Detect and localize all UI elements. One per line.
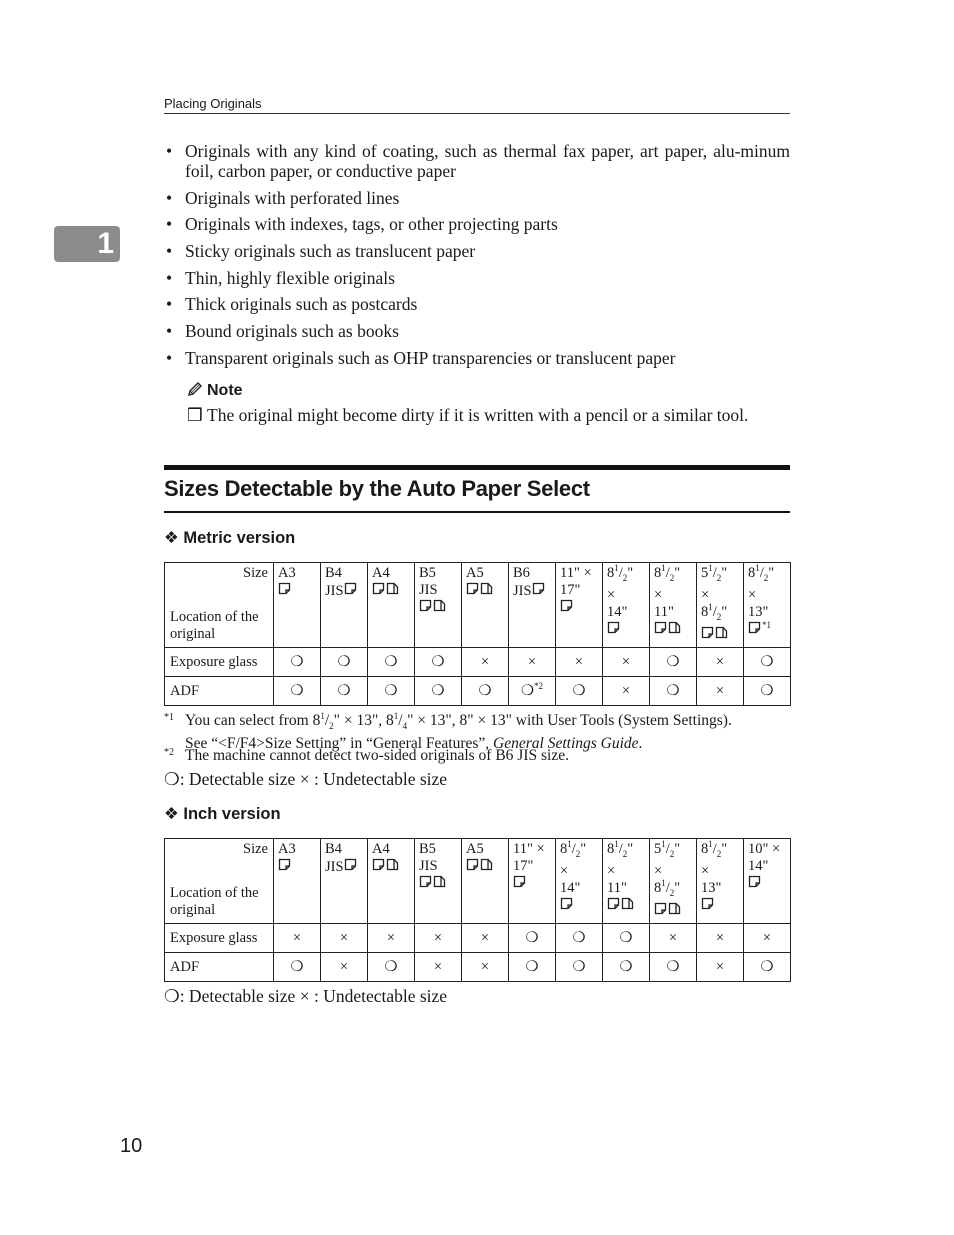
table-cell: ×: [697, 953, 744, 982]
size-column-header: [509, 839, 556, 924]
table-cell: ❍: [650, 953, 697, 982]
table-cell: ×: [368, 924, 415, 953]
landscape-sheet-icon: [386, 858, 399, 876]
size-label-line: A3: [278, 565, 296, 581]
table-cell: ❍: [556, 953, 603, 982]
inch-heading-label: Inch version: [183, 805, 281, 823]
table-header-row: [165, 839, 791, 924]
size-label-line: $8^1/_2$": [607, 563, 634, 583]
landscape-sheet-icon: [621, 897, 634, 915]
table-cell: ❍: [650, 677, 697, 706]
row-label: Exposure glass: [165, 924, 274, 953]
table-row: [165, 953, 791, 982]
footnote-text: You can select from $8^1/_2$" × 13", $8^1/_4$" × 13", 8" × 13" with User Tools (System Settings). See “<F/F4>Size Setting” in “General Features”, General Settings Guide.: [185, 710, 732, 753]
table-cell: ×: [462, 924, 509, 953]
table-cell: ×: [603, 648, 650, 677]
size-label-line: JIS: [325, 858, 363, 876]
size-label-line: ×: [701, 862, 710, 879]
metric-heading-label: Metric version: [183, 529, 296, 547]
table-cell: ❍: [321, 648, 368, 677]
table-cell: ×: [462, 648, 509, 677]
size-label-line: $8^1/_2$": [654, 878, 681, 898]
portrait-sheet-icon: [278, 582, 291, 600]
size-label-line: 14": [560, 879, 581, 896]
table-cell: ❍: [556, 924, 603, 953]
size-column-header: [556, 563, 603, 648]
table-cell: ❍: [556, 677, 603, 706]
list-item: • Thin, highly flexible originals: [164, 268, 790, 288]
size-label-line: B6: [513, 565, 530, 581]
size-label-line: 17": [560, 582, 581, 598]
inch-heading: [164, 804, 281, 824]
size-label-line: ×: [748, 586, 757, 603]
landscape-sheet-icon: [433, 599, 446, 617]
table-cell: ❍: [462, 677, 509, 706]
list-item: • Bound originals such as books: [164, 321, 790, 341]
size-label-line: $8^1/_2$": [560, 839, 587, 859]
size-label-line: $8^1/_2$": [701, 602, 728, 622]
landscape-sheet-icon: [480, 858, 493, 876]
row-label: ADF: [165, 677, 274, 706]
landscape-sheet-icon: [433, 875, 446, 893]
table-cell: ❍: [321, 677, 368, 706]
size-label-line: JIS: [513, 582, 551, 600]
size-column-header: [650, 839, 697, 924]
size-label-line: 11" ×: [513, 841, 545, 857]
size-label-line: B4: [325, 841, 342, 857]
metric-heading: [164, 528, 295, 548]
size-column-header: [462, 563, 509, 648]
orientation-icons: [654, 902, 692, 920]
portrait-sheet-icon: [532, 582, 545, 600]
landscape-sheet-icon: [668, 621, 681, 639]
chapter-tab: 1: [54, 226, 120, 262]
size-column-header: [603, 563, 650, 648]
size-label-line: A4: [372, 565, 390, 581]
size-label-line: $8^1/_2$": [748, 563, 775, 583]
table-cell: ❍: [603, 924, 650, 953]
size-label-line: ×: [654, 862, 663, 879]
orientation-icons: [560, 599, 598, 617]
footnote-mark: *1: [164, 712, 174, 723]
size-label-line: ×: [701, 586, 710, 603]
size-column-header: [415, 839, 462, 924]
orientation-icons: [372, 858, 410, 876]
size-column-header: [321, 839, 368, 924]
orientation-icons: [607, 621, 645, 639]
size-label-line: 10" ×: [748, 841, 781, 857]
size-label-line: A5: [466, 841, 484, 857]
landscape-sheet-icon: [386, 582, 399, 600]
size-label-line: B4: [325, 565, 342, 581]
size-column-header: [697, 563, 744, 648]
footnote-text: The machine cannot detect two-sided originals of B6 JIS size.: [185, 747, 569, 764]
location-label: Location of the original: [170, 609, 259, 642]
table-cell: ❍: [744, 953, 791, 982]
portrait-sheet-icon: [560, 599, 573, 617]
table-cell: ×: [650, 924, 697, 953]
portrait-sheet-icon: [701, 626, 714, 644]
orientation-icons: [466, 858, 504, 876]
footnote-ref: *2: [534, 680, 543, 691]
size-label-line: 11" ×: [560, 565, 592, 581]
size-label-line: $8^1/_2$": [654, 563, 681, 583]
running-head: Placing Originals: [164, 96, 790, 114]
orientation-icons: [701, 626, 739, 644]
list-item: • Originals with any kind of coating, such as thermal fax paper, art paper, alu-minum foil, carbon paper, or conductive paper: [164, 141, 790, 181]
size-label-line: 13": [701, 879, 722, 896]
pencil-icon: [187, 381, 203, 397]
table-cell: ❍: [509, 924, 556, 953]
table-cell: ❍: [274, 648, 321, 677]
table-cell: ❍: [650, 648, 697, 677]
landscape-sheet-icon: [480, 582, 493, 600]
bullet-list: [164, 141, 790, 375]
orientation-icons: [278, 582, 316, 600]
table-cell: ❍: [368, 677, 415, 706]
size-label-line: $8^1/_2$": [701, 839, 728, 859]
footnote-mark: *2: [164, 747, 174, 758]
list-item: • Sticky originals such as translucent paper: [164, 241, 790, 261]
section-rule-top: [164, 465, 790, 470]
table-cell: ❍: [509, 953, 556, 982]
table-cell: ❍: [744, 677, 791, 706]
table-corner-cell: [165, 563, 274, 648]
orientation-icons: [701, 897, 739, 915]
size-label-line: ×: [654, 586, 663, 603]
orientation-icons: [466, 582, 504, 600]
portrait-sheet-icon: [654, 621, 667, 639]
portrait-sheet-icon: [419, 599, 432, 617]
size-column-header: [744, 839, 791, 924]
portrait-sheet-icon: [607, 897, 620, 915]
table-cell: ×: [509, 648, 556, 677]
size-label: Size: [243, 565, 268, 581]
landscape-sheet-icon: [715, 626, 728, 644]
size-label-line: $8^1/_2$": [607, 839, 634, 859]
portrait-sheet-icon: [466, 582, 479, 600]
size-column-header: [368, 563, 415, 648]
list-item: • Originals with indexes, tags, or other projecting parts: [164, 214, 790, 234]
orientation-icons: [278, 858, 316, 876]
list-item: • Originals with perforated lines: [164, 188, 790, 208]
section-rule-bottom: [164, 511, 790, 513]
table-cell: ❍: [415, 677, 462, 706]
list-item: • Transparent originals such as OHP transparencies or translucent paper: [164, 348, 790, 368]
table-cell: ❍: [368, 648, 415, 677]
orientation-icons: [372, 582, 410, 600]
size-label-line: JIS: [419, 582, 438, 598]
orientation-icons: [748, 875, 786, 893]
table-corner-cell: [165, 839, 274, 924]
size-label-line: A3: [278, 841, 296, 857]
portrait-sheet-icon: [419, 875, 432, 893]
table-cell: ×: [415, 924, 462, 953]
portrait-sheet-icon: [748, 621, 761, 639]
size-label-line: 11": [607, 879, 627, 896]
size-column-header: [744, 563, 791, 648]
table-cell: ❍: [415, 648, 462, 677]
inch-size-table: [164, 838, 791, 982]
size-label-line: B5: [419, 565, 436, 581]
size-label-line: 11": [654, 603, 674, 620]
size-label: Size: [243, 841, 268, 857]
size-label-line: 17": [513, 858, 534, 874]
location-label: Location of the original: [170, 885, 259, 918]
portrait-sheet-icon: [513, 875, 526, 893]
size-column-header: [415, 563, 462, 648]
portrait-sheet-icon: [701, 897, 714, 915]
size-label-line: A5: [466, 565, 484, 581]
size-label-line: JIS: [419, 858, 438, 874]
table-header-row: [165, 563, 791, 648]
size-column-header: [368, 839, 415, 924]
table-cell: ❍: [274, 677, 321, 706]
table-cell: ❍$^{*2}$: [509, 677, 556, 706]
table-cell: ×: [321, 924, 368, 953]
inch-legend: ❍: Detectable size × : Undetectable size: [164, 986, 448, 1006]
size-column-header: [509, 563, 556, 648]
size-column-header: [603, 839, 650, 924]
footnote-ref: *1: [762, 620, 771, 631]
size-column-header: [697, 839, 744, 924]
portrait-sheet-icon: [654, 902, 667, 920]
orientation-icons: [654, 621, 692, 639]
row-label: Exposure glass: [165, 648, 274, 677]
size-column-header: [274, 563, 321, 648]
footnote-2: [164, 747, 794, 764]
table-cell: ❍: [368, 953, 415, 982]
size-label-line: $5^1/_2$": [654, 839, 681, 859]
table-cell: ❍: [274, 953, 321, 982]
table-cell: ×: [556, 648, 603, 677]
size-label-line: A4: [372, 841, 390, 857]
size-label-line: 13": [748, 603, 769, 620]
landscape-sheet-icon: [668, 902, 681, 920]
portrait-sheet-icon: [372, 858, 385, 876]
section-title: Sizes Detectable by the Auto Paper Select: [164, 476, 590, 501]
table-cell: ❍: [603, 953, 650, 982]
size-label-line: B5: [419, 841, 436, 857]
size-label-line: ×: [607, 586, 616, 603]
size-column-header: [274, 839, 321, 924]
size-column-header: [321, 563, 368, 648]
list-item: • Thick originals such as postcards: [164, 294, 790, 314]
size-column-header: [462, 839, 509, 924]
size-label-line: $5^1/_2$": [701, 563, 728, 583]
size-column-header: [650, 563, 697, 648]
diamond-icon: ❖: [164, 529, 179, 547]
orientation-icons: [419, 875, 457, 893]
portrait-sheet-icon: [278, 858, 291, 876]
size-label-line: 14": [607, 603, 628, 620]
size-label-line: ×: [560, 862, 569, 879]
note-text: The original might become dirty if it is written with a pencil or a similar tool.: [207, 405, 749, 425]
table-row: [165, 648, 791, 677]
orientation-icons: [748, 621, 786, 639]
portrait-sheet-icon: [748, 875, 761, 893]
checkbox-icon: ❒: [187, 405, 203, 425]
metric-legend: ❍: Detectable size × : Undetectable size: [164, 769, 448, 789]
size-label-line: ×: [607, 862, 616, 879]
size-label-line: 14": [748, 858, 769, 874]
table-cell: ×: [697, 924, 744, 953]
size-column-header: [556, 839, 603, 924]
table-cell: ❍: [744, 648, 791, 677]
table-cell: ×: [603, 677, 650, 706]
table-cell: ×: [697, 677, 744, 706]
orientation-icons: [513, 875, 551, 893]
orientation-icons: [607, 897, 645, 915]
orientation-icons: [419, 599, 457, 617]
page-number: 10: [120, 1135, 143, 1157]
portrait-sheet-icon: [344, 582, 357, 600]
table-row: [165, 677, 791, 706]
portrait-sheet-icon: [466, 858, 479, 876]
table-cell: ×: [321, 953, 368, 982]
portrait-sheet-icon: [607, 621, 620, 639]
portrait-sheet-icon: [560, 897, 573, 915]
metric-size-table: [164, 562, 791, 706]
table-cell: ×: [697, 648, 744, 677]
size-label-line: JIS: [325, 582, 363, 600]
table-cell: ×: [274, 924, 321, 953]
table-cell: ×: [744, 924, 791, 953]
table-cell: ×: [462, 953, 509, 982]
note-heading: [187, 381, 243, 400]
row-label: ADF: [165, 953, 274, 982]
table-row: [165, 924, 791, 953]
table-cell: ×: [415, 953, 462, 982]
portrait-sheet-icon: [344, 858, 357, 876]
note-text-block: [187, 405, 790, 426]
orientation-icons: [560, 897, 598, 915]
portrait-sheet-icon: [372, 582, 385, 600]
diamond-icon: ❖: [164, 805, 179, 823]
note-label: Note: [207, 382, 243, 399]
